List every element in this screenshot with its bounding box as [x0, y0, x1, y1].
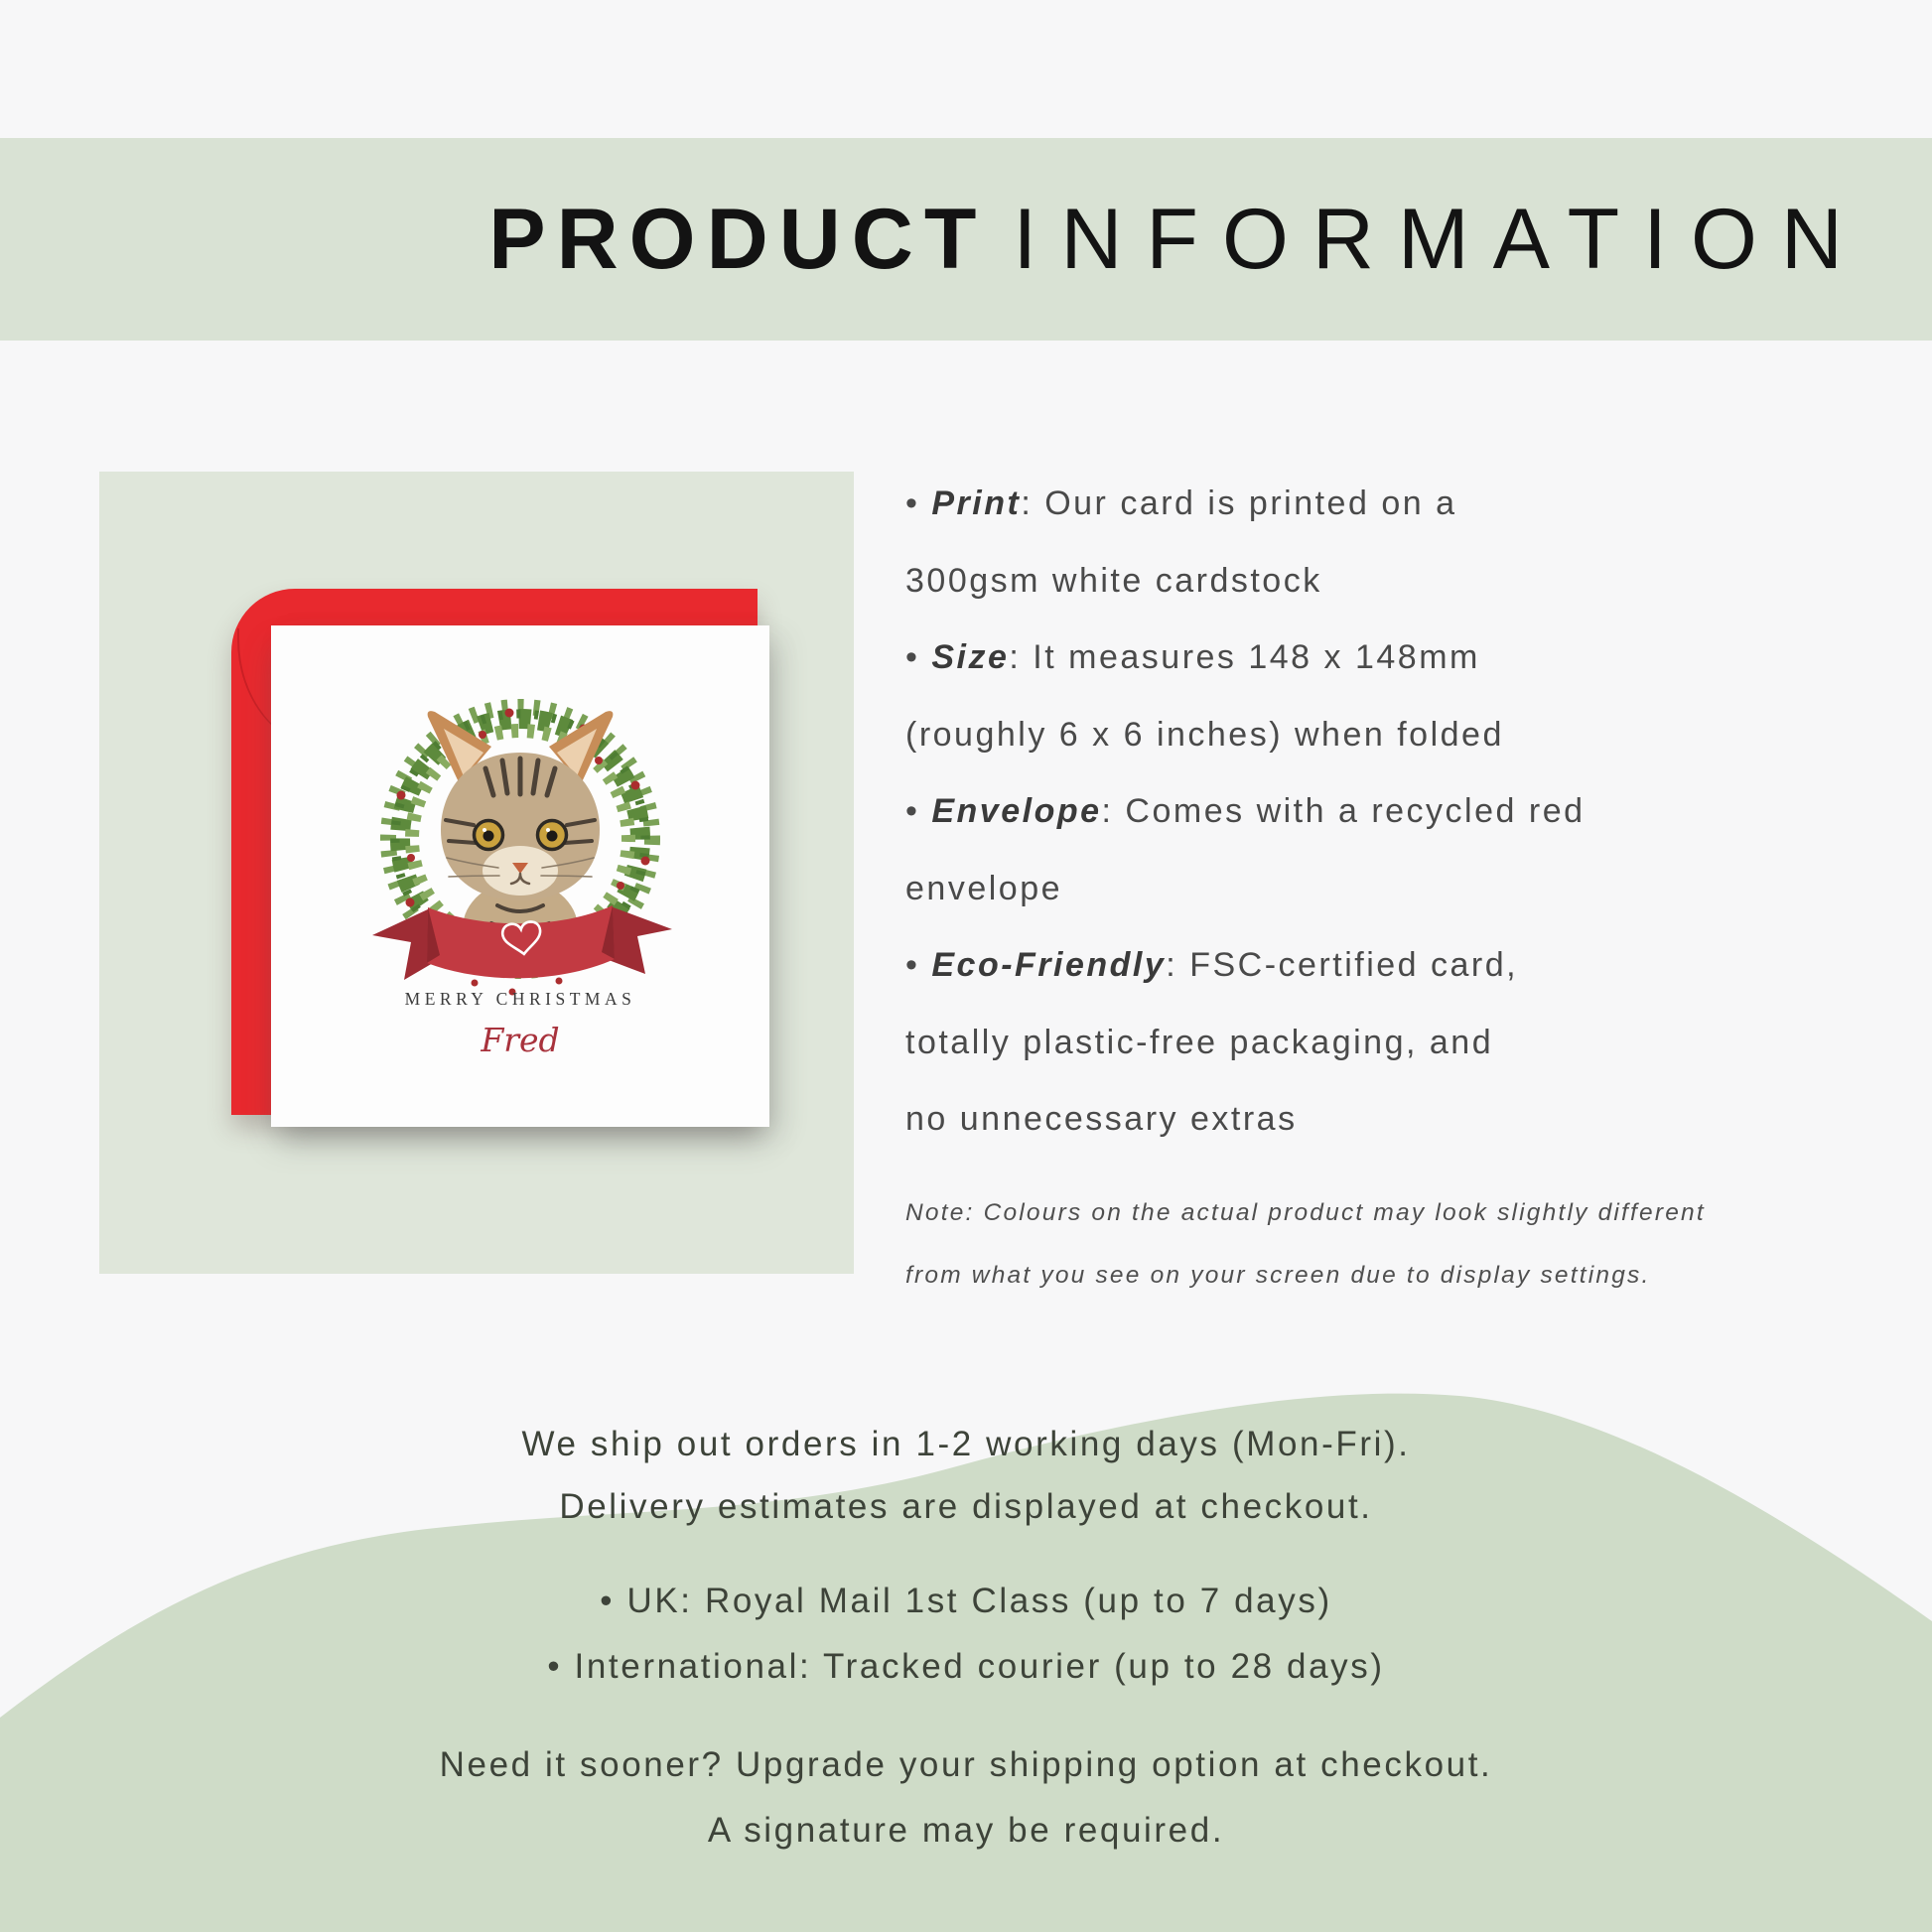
shipping-methods-text: • UK: Royal Mail 1st Class (up to 7 days) • International: Tracked courier (up to 28 days): [547, 1582, 1385, 1686]
detail-item-eco: • Eco-Friendly: FSC-certified card, totally plastic-free packaging, and no unnecessary extras: [905, 946, 1519, 1138]
greeting-card: [271, 625, 769, 1127]
detail-note: Note: Colours on the actual product may look slightly different from what you see on your screen due to display settings.: [905, 1199, 1706, 1289]
page-title: [488, 191, 1932, 289]
detail-label: Print: [931, 484, 1022, 522]
page-title-bold: PRODUCT: [488, 191, 988, 287]
detail-item-print: • Print: Our card is printed on a 300gsm white cardstock: [905, 484, 1457, 600]
product-photo: [99, 472, 854, 1274]
shipping-dispatch-text: We ship out orders in 1-2 working days (Mon-Fri). Delivery estimates are displayed at checkout.: [521, 1425, 1411, 1526]
detail-item-envelope: • Envelope: Comes with a recycled red envelope: [905, 792, 1586, 907]
detail-label: Size: [931, 638, 1010, 676]
card-pet-name: Fred: [481, 1021, 560, 1059]
details-panel: [905, 466, 1908, 1159]
detail-label: Eco-Friendly: [931, 946, 1167, 984]
header-band: [0, 138, 1932, 341]
detail-label: Envelope: [931, 792, 1102, 830]
page-title-light: INFORMATION: [1013, 191, 1866, 287]
detail-item-size: • Size: It measures 148 x 148mm (roughly 6 x 6 inches) when folded: [905, 638, 1504, 754]
shipping-upgrade-text: Need it sooner? Upgrade your shipping option at checkout. A signature may be required.: [439, 1745, 1493, 1850]
card-greeting: MERRY CHRISTMAS: [404, 989, 636, 1009]
